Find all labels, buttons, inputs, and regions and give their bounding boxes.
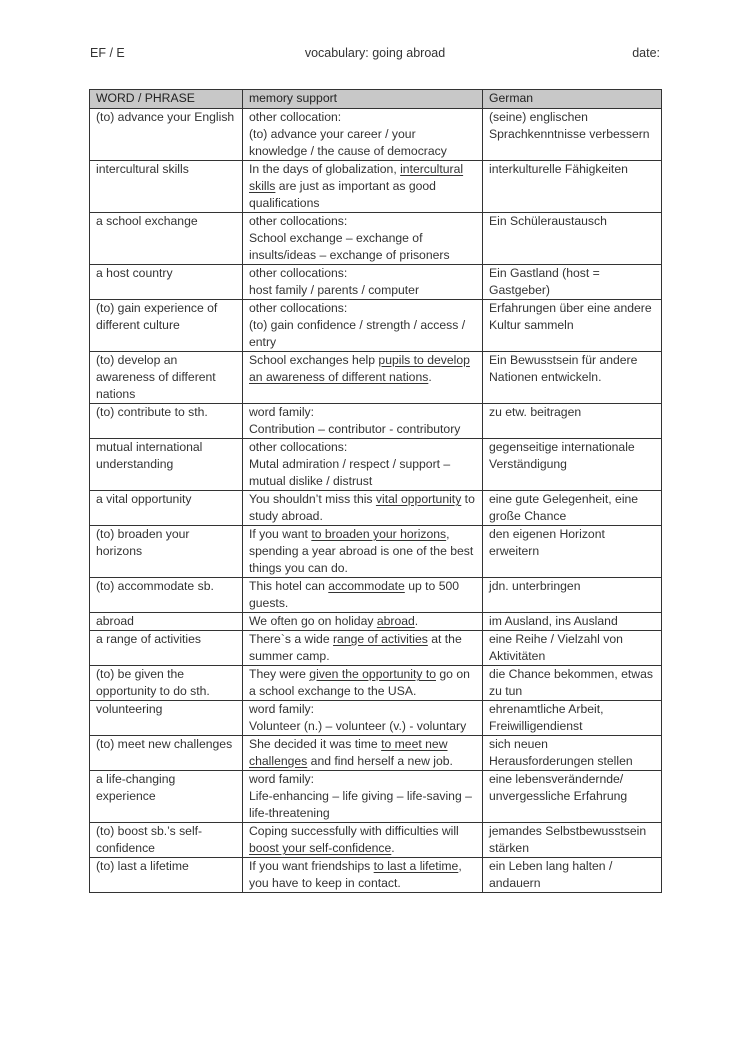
table-row — [90, 526, 662, 578]
column-header-word: WORD / PHRASE — [90, 90, 243, 109]
memory-support-cell — [243, 578, 483, 613]
memory-text: other collocation: — [249, 110, 342, 124]
memory-text: to study abroad. — [249, 492, 475, 523]
memory-text: We often go on holiday — [249, 614, 377, 628]
table-row — [90, 858, 662, 893]
underlined-phrase: range of activities — [333, 632, 428, 646]
german-cell: interkulturelle Fähigkeiten — [483, 161, 662, 213]
word-cell: (to) meet new challenges — [90, 736, 243, 771]
memory-support-cell — [243, 439, 483, 491]
memory-text: other collocations: — [249, 266, 348, 280]
german-cell: den eigenen Horizont erweitern — [483, 526, 662, 578]
word-cell: (to) develop an awareness of different nations — [90, 352, 243, 404]
underlined-phrase: given the opportunity to — [309, 667, 436, 681]
german-cell: jemandes Selbstbewusstsein stärken — [483, 823, 662, 858]
underlined-phrase: intercultural skills — [249, 162, 464, 193]
memory-support-cell — [243, 666, 483, 701]
memory-support-cell — [243, 631, 483, 666]
table-row — [90, 352, 662, 404]
table-row — [90, 491, 662, 526]
table-row — [90, 161, 662, 213]
table-row — [90, 736, 662, 771]
table-row — [90, 265, 662, 300]
memory-text: host family / parents / computer — [249, 283, 420, 297]
memory-support-cell — [243, 404, 483, 439]
table-row — [90, 109, 662, 161]
german-cell: Ein Bewusstsein für andere Nationen entwickeln. — [483, 352, 662, 404]
memory-text: other collocations: — [249, 301, 348, 315]
underlined-phrase: to meet new challenges — [249, 737, 448, 768]
memory-text: School exchange – exchange of insults/ideas – exchange of prisoners — [249, 231, 450, 262]
table-row — [90, 613, 662, 631]
memory-text: and find herself a new job. — [307, 754, 453, 768]
german-cell: gegenseitige internationale Verständigung — [483, 439, 662, 491]
memory-text: at the summer camp. — [249, 632, 462, 663]
table-body — [90, 109, 662, 893]
underlined-phrase: boost your self-confidence — [249, 841, 392, 855]
table-row — [90, 701, 662, 736]
table-row — [90, 404, 662, 439]
memory-support-cell — [243, 701, 483, 736]
word-cell: volunteering — [90, 701, 243, 736]
german-cell: jdn. unterbringen — [483, 578, 662, 613]
german-cell: eine Reihe / Vielzahl von Aktivitäten — [483, 631, 662, 666]
german-cell: sich neuen Herausforderungen stellen — [483, 736, 662, 771]
memory-support-cell — [243, 736, 483, 771]
memory-text: (to) gain confidence / strength / access / entry — [249, 318, 466, 349]
memory-text: . — [414, 614, 419, 628]
memory-text: This hotel can — [249, 579, 329, 593]
word-cell: a range of activities — [90, 631, 243, 666]
memory-text: . — [391, 841, 395, 855]
word-cell: (to) contribute to sth. — [90, 404, 243, 439]
memory-text: They were — [249, 667, 310, 681]
document-title: vocabulary: going abroad — [304, 46, 446, 60]
memory-text: , spending a year abroad is one of the best things you can do. — [249, 527, 474, 575]
underlined-phrase: abroad — [376, 614, 415, 628]
column-header-german: German — [483, 90, 662, 109]
memory-text: , you have to keep in contact. — [249, 859, 462, 890]
german-cell: Ein Schüleraustausch — [483, 213, 662, 265]
memory-text: In the days of globalization, — [249, 162, 401, 176]
memory-support-cell — [243, 161, 483, 213]
word-cell: intercultural skills — [90, 161, 243, 213]
german-cell: zu etw. beitragen — [483, 404, 662, 439]
memory-text: If you want — [249, 527, 312, 541]
memory-text: Volunteer (n.) – volunteer (v.) - voluntary — [249, 719, 467, 733]
word-cell: a vital opportunity — [90, 491, 243, 526]
german-cell: (seine) englischen Sprachkenntnisse verbessern — [483, 109, 662, 161]
memory-text: up to 500 guests. — [249, 579, 460, 610]
memory-support-cell — [243, 771, 483, 823]
table-row — [90, 300, 662, 352]
memory-text: other collocations: — [249, 214, 348, 228]
memory-support-cell — [243, 491, 483, 526]
memory-support-cell — [243, 613, 483, 631]
memory-text: Contribution – contributor - contributory — [249, 422, 461, 436]
vocabulary-table — [89, 89, 662, 893]
underlined-phrase: to last a lifetime — [373, 859, 459, 873]
table-row — [90, 213, 662, 265]
word-cell: (to) advance your English — [90, 109, 243, 161]
memory-text: She decided it was time — [249, 737, 382, 751]
memory-support-cell — [243, 300, 483, 352]
memory-text: word family: — [249, 702, 315, 716]
table-row — [90, 666, 662, 701]
word-cell: mutual international understanding — [90, 439, 243, 491]
table-row — [90, 771, 662, 823]
word-cell: (to) last a lifetime — [90, 858, 243, 893]
word-cell: (to) accommodate sb. — [90, 578, 243, 613]
word-cell: abroad — [90, 613, 243, 631]
table-row — [90, 439, 662, 491]
memory-text: School exchanges help — [249, 353, 379, 367]
memory-text: (to) advance your career / your knowledge / the cause of democracy — [249, 127, 447, 158]
header-left: EF / E — [90, 46, 125, 60]
memory-text: are just as important as good qualifications — [249, 179, 436, 210]
german-cell: eine gute Gelegenheit, eine große Chance — [483, 491, 662, 526]
german-cell: ein Leben lang halten / andauern — [483, 858, 662, 893]
memory-text: Mutal admiration / respect / support – mutual dislike / distrust — [249, 457, 451, 488]
memory-text: go on a school exchange to the USA. — [249, 667, 470, 698]
date-label: date: — [632, 46, 660, 60]
memory-support-cell — [243, 823, 483, 858]
memory-text: . — [428, 370, 432, 384]
memory-support-cell — [243, 526, 483, 578]
column-header-memory: memory support — [243, 90, 483, 109]
word-cell: (to) broaden your horizons — [90, 526, 243, 578]
german-cell: Erfahrungen über eine andere Kultur sammeln — [483, 300, 662, 352]
table-row — [90, 578, 662, 613]
word-cell: (to) be given the opportunity to do sth. — [90, 666, 243, 701]
german-cell: eine lebensverändernde/ unvergessliche Erfahrung — [483, 771, 662, 823]
german-cell: im Ausland, ins Ausland — [483, 613, 662, 631]
memory-text: Life-enhancing – life giving – life-saving – life-threatening — [249, 789, 472, 820]
german-cell: Ein Gastland (host = Gastgeber) — [483, 265, 662, 300]
word-cell: (to) boost sb.’s self-confidence — [90, 823, 243, 858]
memory-support-cell — [243, 265, 483, 300]
memory-text: You shouldn’t miss this — [249, 492, 376, 506]
memory-support-cell — [243, 858, 483, 893]
memory-text: word family: — [249, 772, 315, 786]
memory-text: There`s a wide — [249, 632, 333, 646]
memory-text: other collocations: — [249, 440, 348, 454]
underlined-phrase: to broaden your horizons — [311, 527, 447, 541]
word-cell: (to) gain experience of different culture — [90, 300, 243, 352]
memory-text: Coping successfully with difficulties will — [249, 824, 459, 838]
german-cell: ehrenamtliche Arbeit, Freiwilligendienst — [483, 701, 662, 736]
word-cell: a host country — [90, 265, 243, 300]
memory-support-cell — [243, 109, 483, 161]
german-cell: die Chance bekommen, etwas zu tun — [483, 666, 662, 701]
memory-text: word family: — [249, 405, 315, 419]
word-cell: a school exchange — [90, 213, 243, 265]
underlined-phrase: accommodate — [328, 579, 405, 593]
table-row — [90, 631, 662, 666]
underlined-phrase: vital opportunity — [375, 492, 462, 506]
memory-support-cell — [243, 352, 483, 404]
table-header-row — [90, 90, 662, 109]
table-row — [90, 823, 662, 858]
underlined-phrase: pupils to develop an awareness of different nations — [249, 353, 470, 384]
memory-text: If you want friendships — [249, 859, 374, 873]
word-cell: a life-changing experience — [90, 771, 243, 823]
memory-support-cell — [243, 213, 483, 265]
